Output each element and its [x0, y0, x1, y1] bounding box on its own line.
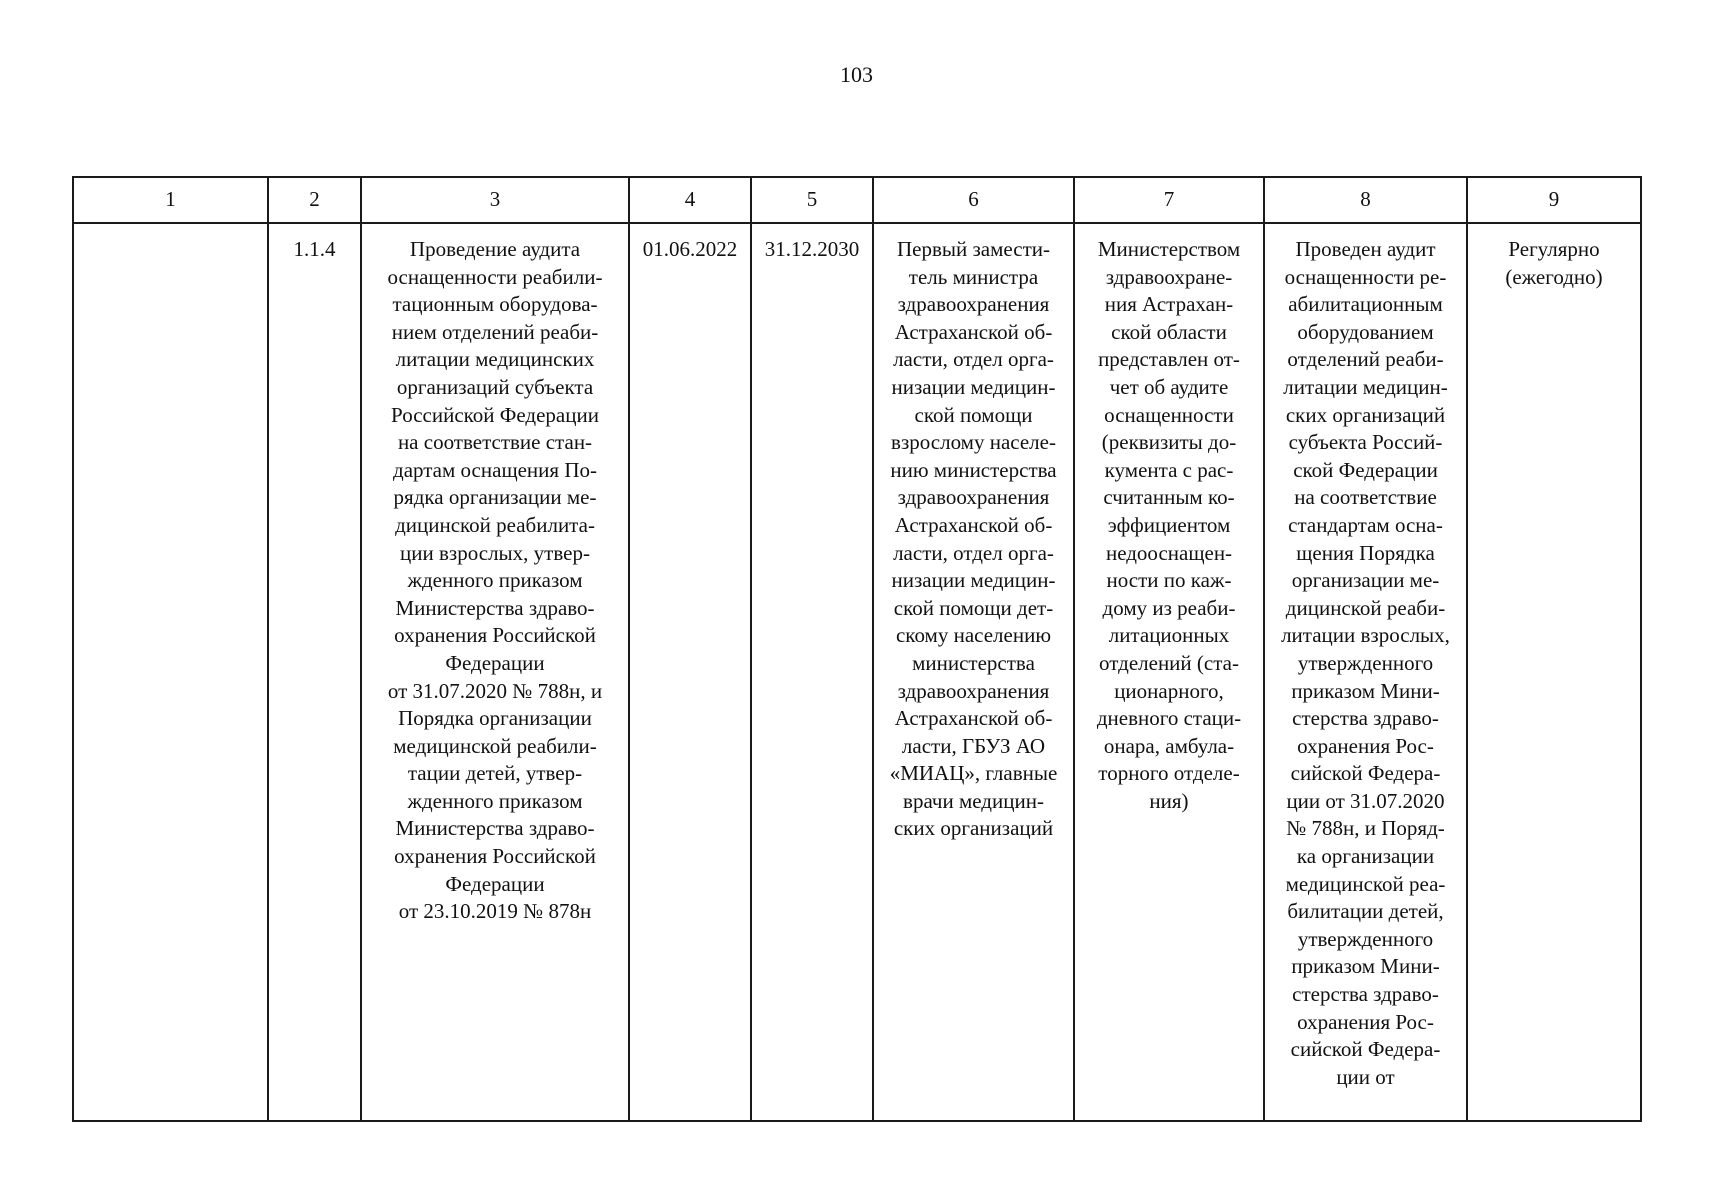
cell-text-line: охранения Рос- — [1297, 733, 1434, 758]
cell-text-line: здравоохранения — [897, 485, 1050, 510]
cell-text-line: Федерации — [445, 871, 545, 896]
cell-text-line: здравоохране- — [1105, 264, 1233, 289]
cell-text-line: Проведен аудит — [1295, 237, 1436, 261]
cell-text-line: Российской Федерации — [391, 402, 599, 427]
cell-text-line: «МИАЦ», главные — [889, 761, 1058, 786]
cell-text-line: стандартам осна- — [1288, 512, 1443, 537]
end-date-cell: 31.12.2030 — [751, 223, 873, 1121]
cell-text-line: Проведение аудита — [409, 237, 581, 261]
cell-text-line: литационных — [1108, 623, 1230, 648]
cell-text-line: литации медицин- — [1283, 374, 1448, 399]
cell-text-line: утвержденного — [1297, 926, 1434, 951]
cell-text-line: ции от 31.07.2020 — [1286, 788, 1445, 813]
header-cell: 7 — [1074, 177, 1264, 223]
page-number: 103 — [840, 62, 873, 87]
header-cell: 5 — [751, 177, 873, 223]
cell-text-line: ской области — [1111, 319, 1227, 344]
cell-text-line: ка организации — [1296, 844, 1435, 869]
cell-text-line: торного отделе- — [1098, 761, 1240, 786]
control-event-cell — [1074, 223, 1264, 1121]
cell-text-line: рядка организации ме- — [393, 485, 597, 510]
cell-text-line: (ежегодно) — [1505, 264, 1603, 289]
table-header-row — [73, 177, 1641, 223]
cell-text-line: оснащенности ре- — [1284, 264, 1447, 289]
cell-text-line: Астраханской об- — [894, 706, 1053, 731]
cell-text-line: ции взрослых, утвер- — [400, 540, 590, 565]
cell-text-line: Астраханской об- — [894, 512, 1053, 537]
cell-text-line: ской помощи — [914, 402, 1033, 427]
cell-text-line: билитации детей, — [1287, 899, 1444, 924]
cell-text-line: (реквизиты до- — [1101, 430, 1237, 455]
header-cell: 9 — [1467, 177, 1641, 223]
cell-text-line: министерства — [912, 650, 1035, 675]
header-cell: 2 — [268, 177, 361, 223]
cell-text-line: отделений (ста- — [1099, 650, 1239, 675]
cell-text-line: щения Порядка — [1296, 540, 1435, 565]
cell-text-line: медицинской реа- — [1285, 871, 1446, 896]
cell-text-line: от 31.07.2020 № 788н, и — [387, 678, 603, 703]
cell-text-line: литации взрослых, — [1281, 623, 1450, 648]
header-cell: 1 — [73, 177, 268, 223]
cell-text-line: эффициентом — [1107, 512, 1231, 537]
cell-text-line: нию министерства — [890, 457, 1057, 482]
cell-text-line: ских организаций — [893, 816, 1054, 841]
start-date-cell: 01.06.2022 — [629, 223, 751, 1121]
cell-text-line: жденного приказом — [407, 568, 583, 593]
cell-text-line: ласти, ГБУЗ АО — [901, 733, 1046, 758]
cell-text-line: кумента с рас- — [1104, 457, 1234, 482]
cell-text-line: тель министра — [908, 264, 1039, 289]
event-description-cell — [361, 223, 629, 1121]
cell-text-line: литации медицинских — [395, 347, 595, 372]
cell-text-line: Порядка организации — [398, 706, 592, 731]
cell-text-line: Министерства здраво- — [395, 595, 595, 620]
cell-text-line: представлен от- — [1098, 347, 1240, 372]
cell-text-line: сийской Федера- — [1290, 1037, 1441, 1062]
cell-text-line: врачи медицин- — [903, 788, 1044, 813]
cell-text-line: организаций субъекта — [396, 374, 594, 399]
cell-text-line: № 788н, и Поряд- — [1286, 816, 1445, 841]
cell-text-line: ласти, отдел орга- — [893, 540, 1054, 565]
cell-text-line: приказом Мини- — [1291, 954, 1440, 979]
cell-text-line: Астраханской об- — [894, 319, 1053, 344]
cell-text-line: Регулярно — [1508, 237, 1600, 261]
cell-text-line: сийской Федера- — [1290, 761, 1441, 786]
header-cell: 6 — [873, 177, 1074, 223]
cell-text-line: считанным ко- — [1103, 485, 1235, 510]
cell-text-line: на соответствие стан- — [397, 430, 593, 455]
empty-cell — [73, 223, 268, 1121]
cell-text-line: ласти, отдел орга- — [893, 347, 1054, 372]
cell-text-line: ности по каж- — [1106, 568, 1232, 593]
cell-text-line: дартам оснащения По- — [393, 457, 597, 482]
cell-text-line: на соответствие — [1294, 485, 1437, 510]
cell-text-line: от 23.10.2019 № 878н — [398, 899, 592, 924]
cell-text-line: онара, амбула- — [1103, 733, 1235, 758]
result-cell — [1264, 223, 1467, 1121]
cell-text-line: жденного приказом — [407, 788, 583, 813]
cell-text-line: здравоохранения — [897, 292, 1050, 317]
cell-text-line: ции от — [1336, 1064, 1395, 1089]
cell-text-line: тационным оборудова- — [392, 292, 598, 317]
cell-text-line: охранения Российской — [394, 623, 596, 648]
responsible-cell — [873, 223, 1074, 1121]
periodicity-cell — [1467, 223, 1641, 1121]
cell-text-line: охранения Рос- — [1297, 1009, 1434, 1034]
cell-text-line: низации медицин- — [891, 374, 1056, 399]
cell-text-line: оснащенности реабили- — [387, 264, 603, 289]
cell-text-line: приказом Мини- — [1291, 678, 1440, 703]
cell-text-line: недооснащен- — [1105, 540, 1233, 565]
cell-text-line: ния Астрахан- — [1104, 292, 1234, 317]
cell-text-line: медицинской реабили- — [393, 733, 597, 758]
cell-text-line: ской помощи дет- — [893, 595, 1054, 620]
header-cell: 8 — [1264, 177, 1467, 223]
item-number-cell: 1.1.4 — [268, 223, 361, 1121]
cell-text-line: утвержденного — [1297, 650, 1434, 675]
cell-text-line: нием отделений реаби- — [391, 319, 599, 344]
cell-text-line: Первый замести- — [897, 237, 1050, 261]
cell-text-line: оборудованием — [1297, 319, 1434, 344]
cell-text-line: Министерства здраво- — [395, 816, 595, 841]
header-cell: 3 — [361, 177, 629, 223]
cell-text-line: абилитационным — [1288, 292, 1443, 317]
cell-text-line: чет об аудите — [1109, 374, 1229, 399]
cell-text-line: ской Федерации — [1293, 457, 1438, 482]
cell-text-line: Министерством — [1097, 237, 1241, 261]
cell-text-line: стерства здраво- — [1292, 982, 1439, 1007]
plan-table — [72, 176, 1642, 1122]
cell-text-line: дицинской реабилита- — [395, 512, 595, 537]
cell-text-line: дицинской реаби- — [1285, 595, 1446, 620]
cell-text-line: ционарного, — [1114, 678, 1224, 703]
cell-text-line: скому населению — [895, 623, 1052, 648]
cell-text-line: дому из реаби- — [1102, 595, 1236, 620]
cell-text-line: ния) — [1149, 788, 1189, 813]
header-cell: 4 — [629, 177, 751, 223]
cell-text-line: ских организаций — [1285, 402, 1446, 427]
cell-text-line: тации детей, утвер- — [407, 761, 583, 786]
cell-text-line: взрослому населе- — [891, 430, 1056, 455]
cell-text-line: стерства здраво- — [1292, 706, 1439, 731]
cell-text-line: здравоохранения — [897, 678, 1050, 703]
cell-text-line: субъекта Россий- — [1288, 430, 1443, 455]
cell-text-line: низации медицин- — [891, 568, 1056, 593]
cell-text-line: дневного стаци- — [1096, 706, 1242, 731]
cell-text-line: охранения Российской — [394, 844, 596, 869]
cell-text-line: организации ме- — [1291, 568, 1440, 593]
cell-text-line: оснащенности — [1104, 402, 1234, 427]
cell-text-line: отделений реаби- — [1287, 347, 1444, 372]
table-row — [73, 223, 1641, 1121]
cell-text-line: Федерации — [445, 650, 545, 675]
